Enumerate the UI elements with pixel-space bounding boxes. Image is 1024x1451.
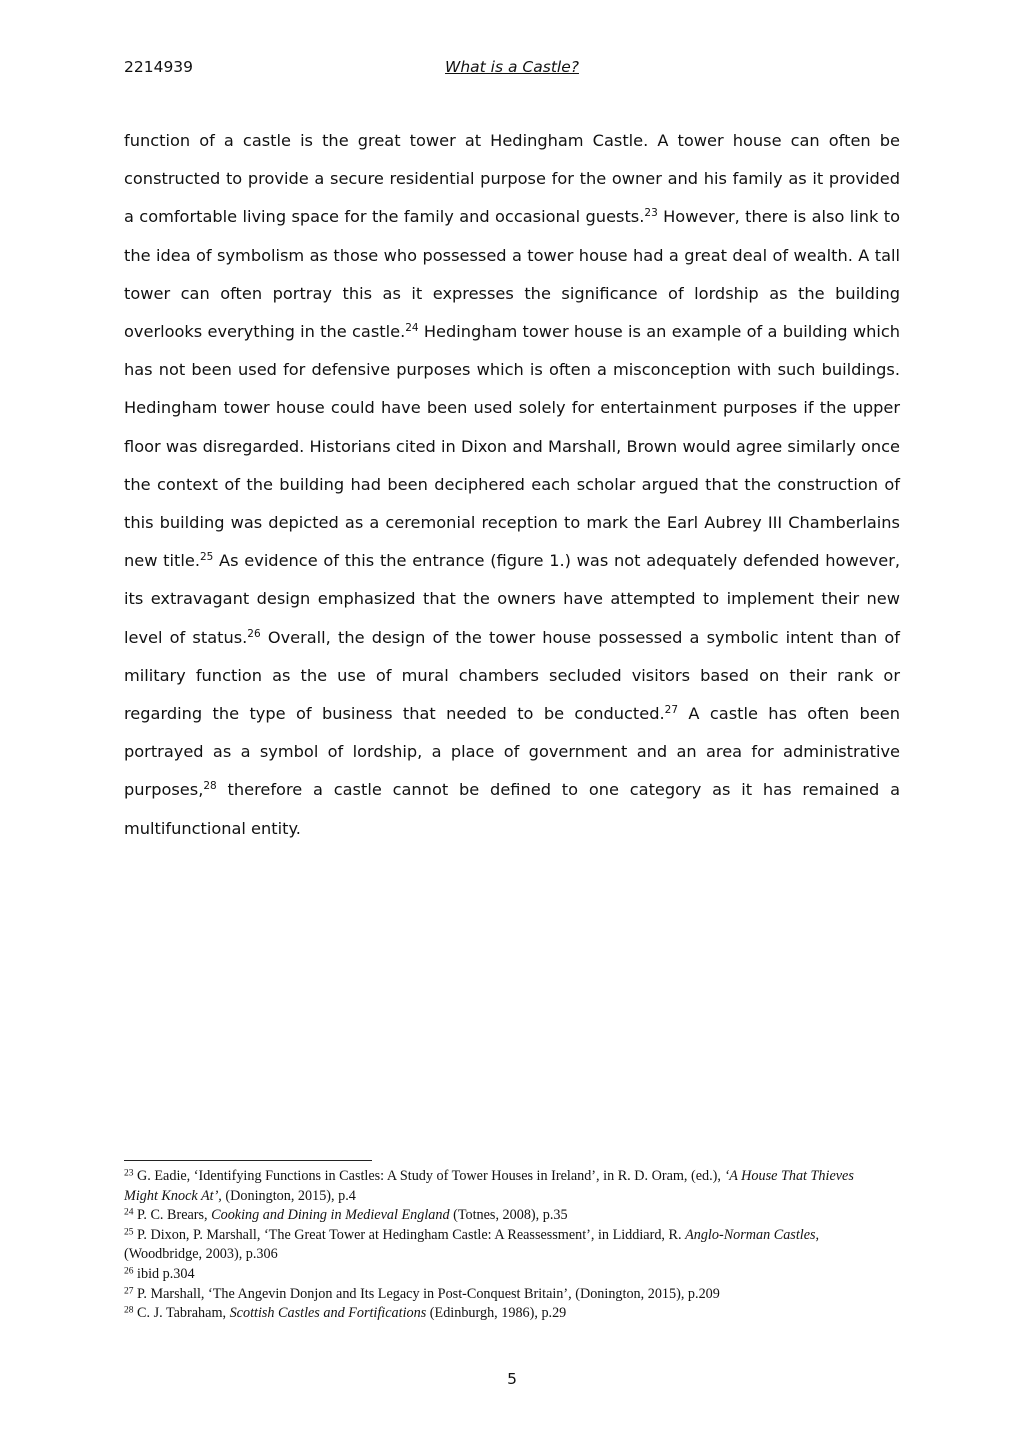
body-text-segment: therefore a castle cannot be defined to one category as it has remained a multifunctional entity. [124, 780, 900, 838]
body-text-segment: Hedingham tower house is an example of a building which has not been used for defensive purposes which is often a misconception with such buildings. Hedingham tower house could have been used solely for entertainment purposes if the upper floor was disregarded. Historians cited in Dixon and Marshall, Brown would agree similarly once the context of the building had been deciphered each scholar argued that the construction of this building was depicted as a ceremonial reception to mark the Earl Aubrey III Chamberlains new title. [124, 322, 900, 571]
page-header [124, 58, 900, 92]
footnote-number: 24 [124, 1207, 134, 1218]
body-paragraph [124, 122, 900, 848]
footnote-reference[interactable]: 24 [405, 322, 419, 335]
footnote-reference[interactable]: 27 [664, 704, 679, 717]
footnotes [124, 1167, 876, 1324]
footnote-italic-title: Cooking and Dining in Medieval England [211, 1207, 450, 1224]
footnote [124, 1226, 876, 1265]
footnote-number: 23 [124, 1168, 134, 1179]
student-id: 2214939 [124, 58, 194, 76]
footnote-text: C. J. Tabraham, [133, 1305, 230, 1322]
footnote-divider [124, 1160, 372, 1161]
footnote-text: (Totnes, 2008), p.35 [449, 1207, 568, 1224]
body-text-segment: As evidence of this the entrance (figure 1.) was not adequately defended however, its extravagant design emphasized that the owners have attempted to implement their new level of status. [124, 551, 900, 647]
page-number: 5 [507, 1370, 517, 1388]
footnote-text: P. Dixon, P. Marshall, ‘The Great Tower at Hedingham Castle: A Reassessment’, in Liddiard, R. [133, 1226, 686, 1243]
footnote-reference[interactable]: 23 [644, 207, 658, 220]
footnote-text: G. Eadie, ‘Identifying Functions in Castles: A Study of Tower Houses in Ireland’, in R. D. Oram, (ed.), [133, 1168, 725, 1184]
footnote [124, 1167, 876, 1206]
footnote-number: 26 [124, 1266, 134, 1277]
footnote [124, 1265, 876, 1285]
footnote-italic-title: ‘A House That Thieves Might Knock At’, [124, 1168, 854, 1204]
footnote-italic-title: Anglo-Norman Castles, [685, 1226, 820, 1243]
footnote-text: ibid p.304 [133, 1265, 195, 1282]
footnote-text: (Donington, 2015), p.4 [221, 1187, 356, 1204]
footnote [124, 1206, 876, 1226]
body-text-segment: function of a castle is the great tower at Hedingham Castle. A tower house can often be constructed to provide a secure residential purpose for the owner and his family as it provided a comfortable living space for the family and occasional guests. [124, 131, 900, 227]
footnote-reference[interactable]: 26 [247, 627, 261, 640]
footnote-number: 28 [124, 1305, 134, 1316]
body-text-segment: Overall, the design of the tower house possessed a symbolic intent than of military function as the use of mural chambers secluded visitors based on their rank or regarding the type of business that needed to be conducted. [124, 627, 900, 724]
footnote-text: (Woodbridge, 2003), p.306 [124, 1246, 278, 1263]
footnote-text: P. Marshall, ‘The Angevin Donjon and Its Legacy in Post-Conquest Britain’, (Donington, 2015), p.209 [133, 1285, 720, 1302]
footnote-italic-title: Scottish Castles and Fortifications [229, 1305, 427, 1322]
footnote-reference[interactable]: 25 [199, 551, 214, 564]
footnote [124, 1304, 876, 1324]
body-text-segment: A castle has often been portrayed as a symbol of lordship, a place of government and an area for administrative purposes, [124, 704, 901, 800]
footnote-text: P. C. Brears, [133, 1207, 212, 1224]
footnote-text: (Edinburgh, 1986), p.29 [426, 1305, 567, 1322]
footnote [124, 1285, 876, 1305]
footnote-reference[interactable]: 28 [203, 780, 217, 793]
footnote-number: 25 [124, 1227, 134, 1238]
document-title: What is a Castle? [445, 58, 579, 76]
body-text-segment: However, there is also link to the idea of symbolism as those who possessed a tower house had a great deal of wealth. A tall tower can often portray this as it expresses the significance of lordship as the building overlooks everything in the castle. [124, 207, 900, 342]
footnote-number: 27 [124, 1285, 134, 1296]
